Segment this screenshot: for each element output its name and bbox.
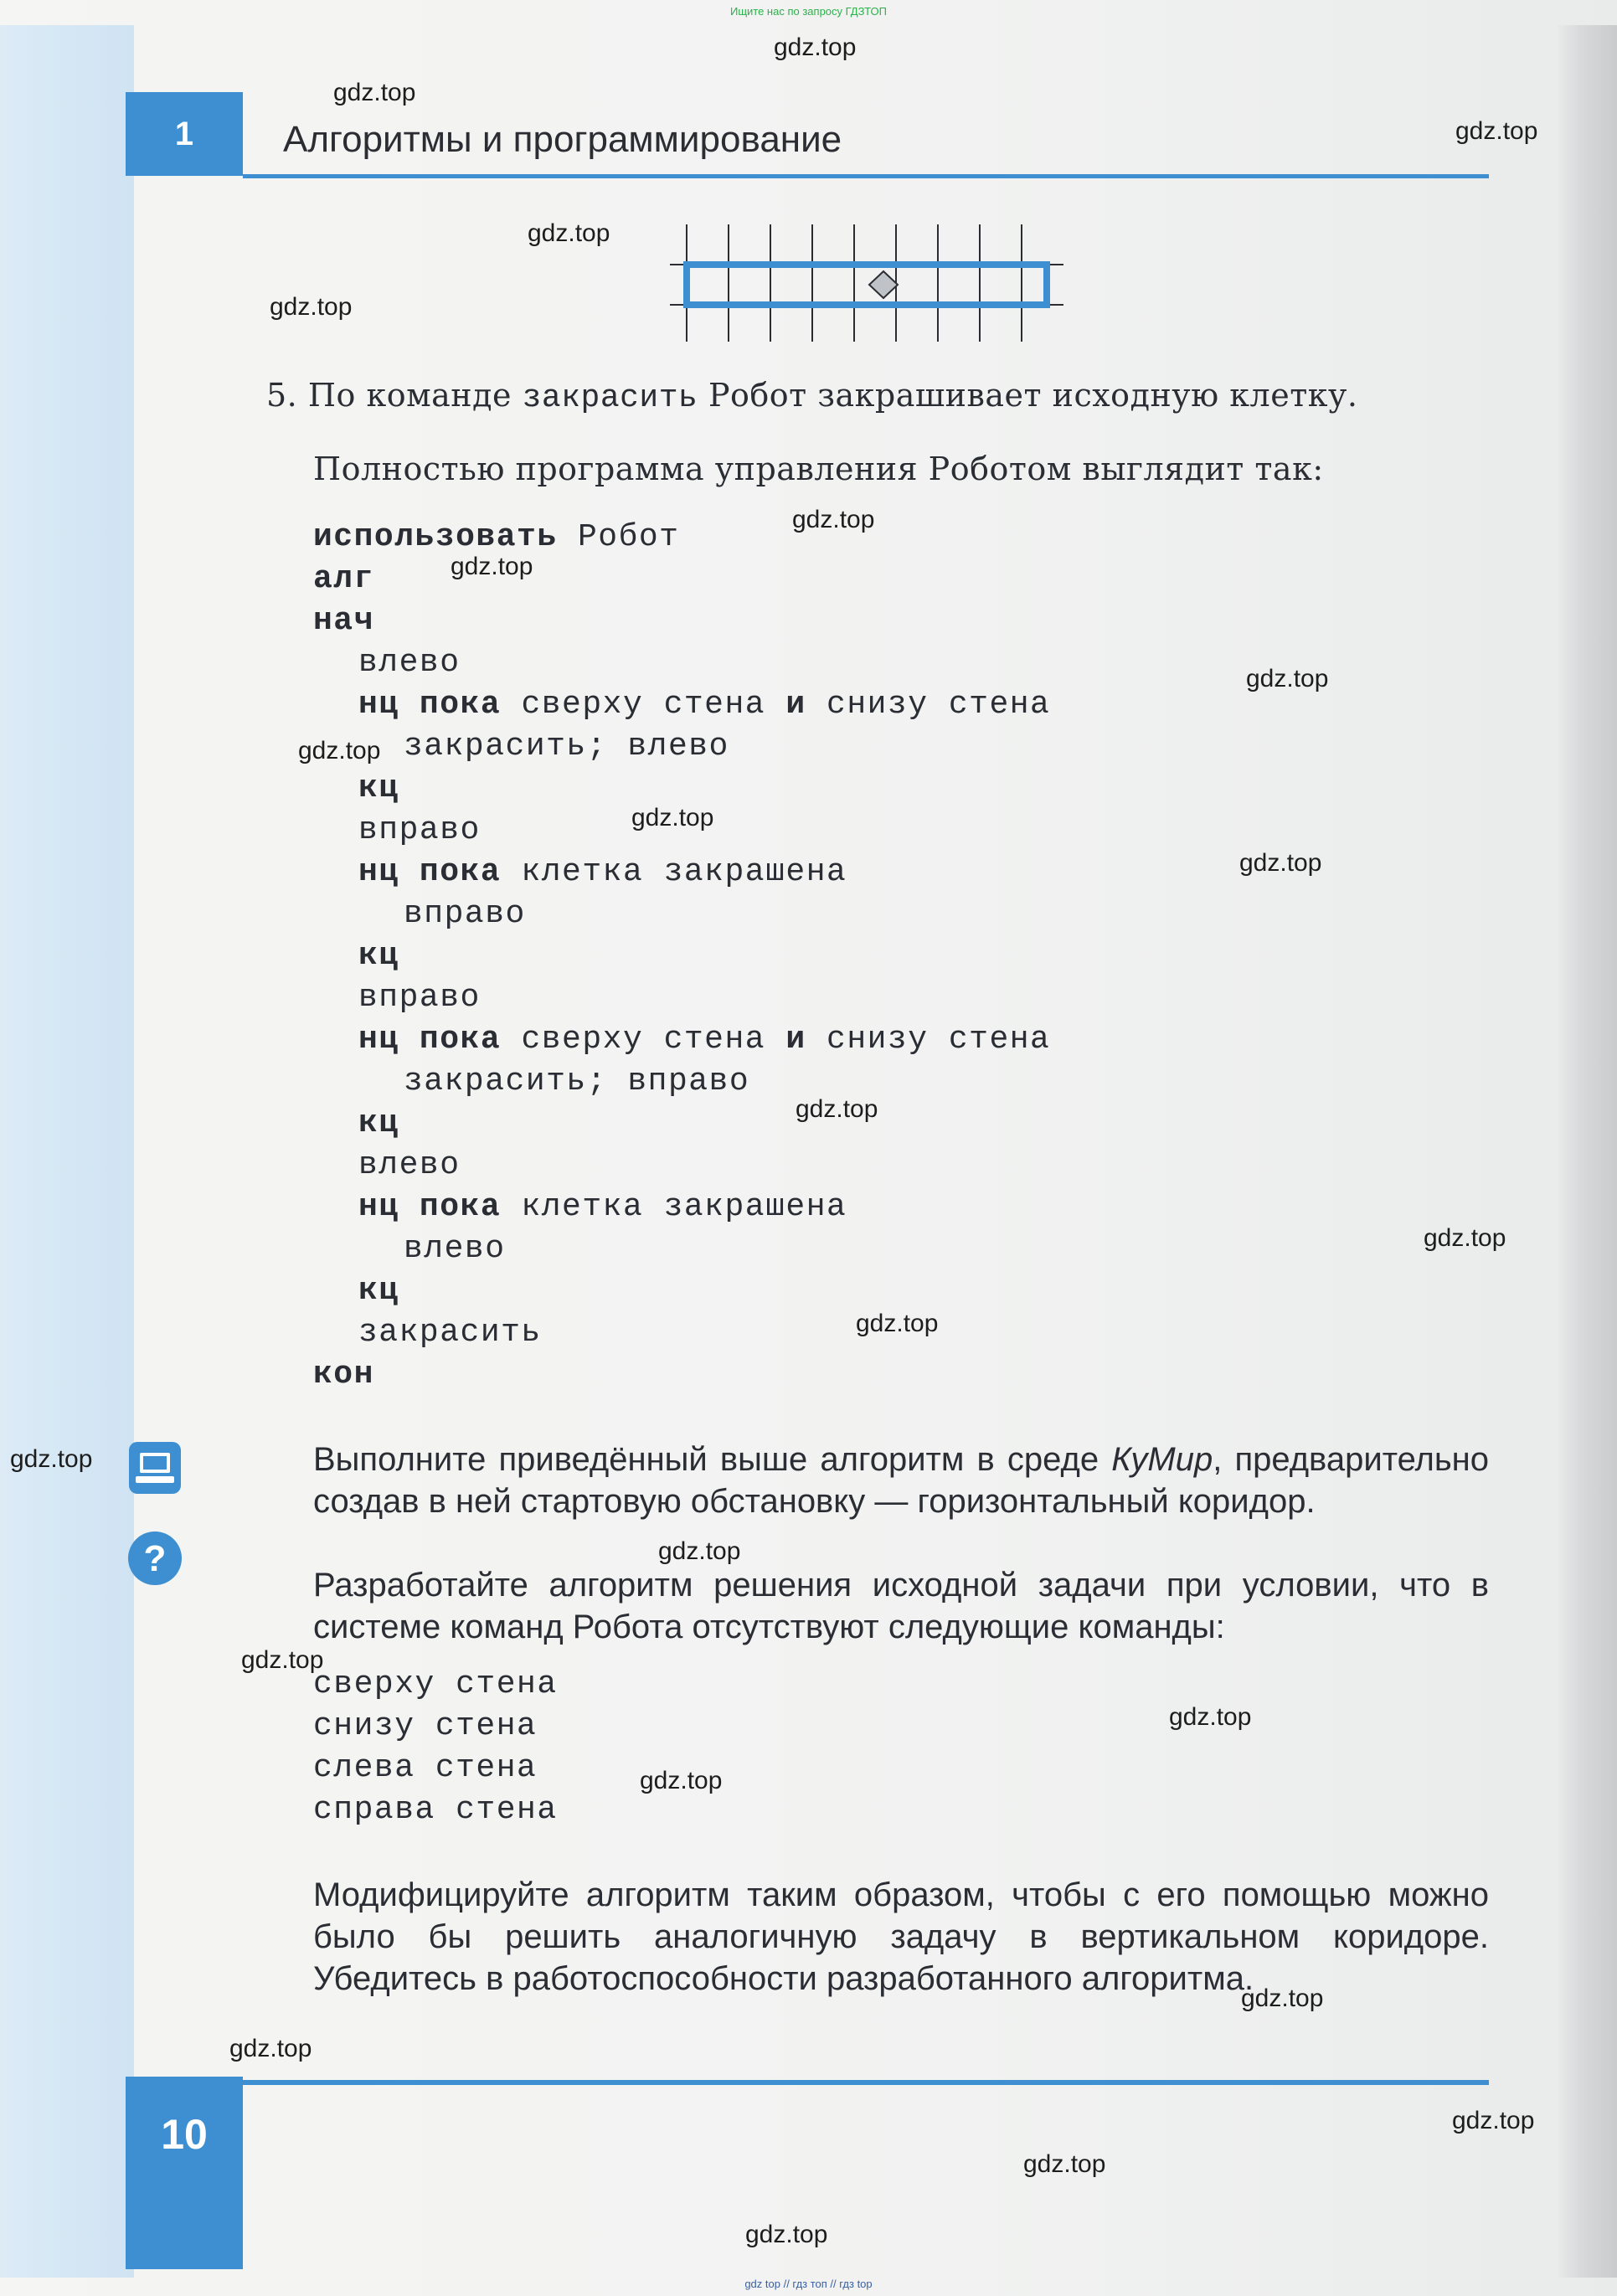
- bottom-wall: [687, 301, 1047, 308]
- top-wall: [687, 261, 1047, 268]
- task-2: Разработайте алгоритм решения исходной задачи при условии, что в системе команд Робота отсутствуют следующие команды:: [313, 1567, 1489, 1645]
- code-line: вправо: [404, 896, 526, 932]
- code-line: влево: [358, 645, 461, 681]
- watermark: gdz.top: [745, 2221, 828, 2248]
- watermark: gdz.top: [10, 1445, 93, 1473]
- code-line: [313, 519, 679, 555]
- program-intro: Полностью программа управления Роботом выглядит так:: [313, 450, 1324, 487]
- footer-rule: [243, 2080, 1489, 2085]
- chapter-title: Алгоритмы и программирование: [283, 119, 842, 160]
- code-keyword: кц: [358, 1105, 399, 1141]
- watermark: gdz.top: [796, 1095, 878, 1123]
- code-line: [313, 561, 374, 597]
- code-line: [358, 770, 399, 806]
- corridor-figure: [662, 224, 1072, 342]
- code-keyword: и: [785, 1022, 806, 1058]
- chapter-number-tab: [126, 92, 243, 176]
- watermark: gdz.top: [241, 1646, 324, 1674]
- code-keyword: кон: [313, 1356, 374, 1393]
- watermark: gdz.top: [774, 33, 857, 61]
- code-keyword: кц: [358, 938, 399, 974]
- text-fragment: клетка закрашена: [501, 1189, 847, 1225]
- list-item: слева стена: [313, 1750, 538, 1786]
- code-line: вправо: [358, 812, 481, 848]
- code-keyword: нач: [313, 603, 374, 639]
- task-1: [313, 1439, 1489, 1522]
- watermark: gdz.top: [1169, 1703, 1252, 1731]
- right-end: [1043, 261, 1050, 308]
- code-line: [358, 1273, 399, 1309]
- watermark: gdz.top: [640, 1767, 723, 1794]
- code-line: [358, 854, 847, 890]
- code-keyword: и: [785, 687, 806, 723]
- watermark: gdz.top: [1452, 2107, 1535, 2134]
- robot-marker: [869, 271, 898, 298]
- watermark: gdz.top: [229, 2035, 312, 2062]
- bottom-note: gdz top // гдз топ // гдз top: [744, 2278, 873, 2290]
- question-icon: [126, 1529, 184, 1588]
- watermark: gdz.top: [451, 553, 533, 580]
- header-rule: [243, 174, 1489, 178]
- watermark: gdz.top: [631, 804, 714, 831]
- watermark: gdz.top: [1455, 117, 1538, 145]
- list-item: сверху стена: [313, 1666, 558, 1702]
- code-line: вправо: [358, 980, 481, 1016]
- code-line: влево: [358, 1147, 461, 1183]
- list-item: справа стена: [313, 1792, 558, 1828]
- code-keyword: нц пока: [358, 854, 502, 890]
- watermark: gdz.top: [1239, 849, 1322, 877]
- watermark: gdz.top: [658, 1537, 741, 1565]
- code-line: закрасить: [358, 1315, 542, 1351]
- svg-text:?: ?: [143, 1538, 167, 1579]
- watermark: gdz.top: [792, 506, 875, 533]
- text-fragment: снизу стена: [806, 1022, 1051, 1058]
- code-line: [358, 1022, 1050, 1058]
- code-line: закрасить; влево: [404, 728, 729, 764]
- text-fragment: , предварительно создав в ней стартовую обстановку — горизонтальный коридор.: [313, 1441, 1490, 1520]
- code-keyword: нц пока: [358, 687, 502, 723]
- code-keyword: нц пока: [358, 1022, 502, 1058]
- code-line: [313, 603, 374, 639]
- watermark: gdz.top: [1246, 665, 1329, 692]
- chapter-number: 1: [174, 115, 194, 152]
- code-line: закрасить; вправо: [404, 1063, 750, 1099]
- code-keyword: использовать: [313, 519, 558, 555]
- page-fold-shadow: [1558, 25, 1617, 2278]
- page-number-tab: [126, 2077, 243, 2269]
- code-line: [358, 687, 1050, 723]
- code-keyword: кц: [358, 770, 399, 806]
- watermark: gdz.top: [270, 293, 353, 321]
- text-fragment: сверху стена: [501, 1022, 786, 1058]
- text-fragment: сверху стена: [501, 687, 786, 723]
- text-fragment: Выполните приведённый выше алгоритм в среде: [313, 1441, 1112, 1478]
- code-keyword: алг: [313, 561, 374, 597]
- list-item: снизу стена: [313, 1708, 538, 1744]
- watermark: gdz.top: [1241, 1985, 1324, 2012]
- computer-icon: [126, 1439, 184, 1497]
- text-fragment: Робот: [557, 519, 680, 555]
- code-line: [313, 1356, 374, 1393]
- left-margin-strip: [0, 25, 134, 2278]
- code-keyword: кц: [358, 1273, 399, 1309]
- watermark: gdz.top: [528, 219, 610, 247]
- code-line: [358, 1189, 847, 1225]
- code-line: [358, 1105, 399, 1141]
- code-line: влево: [404, 1231, 506, 1267]
- task-3: Модифицируйте алгоритм таким образом, чтобы с его помощью можно было бы решить аналогичную задачу в вертикальном коридоре. Убедитесь в работоспособности разработанного алгоритма.: [313, 1876, 1489, 1997]
- text-fragment: клетка закрашена: [501, 854, 847, 890]
- code-keyword: нц пока: [358, 1189, 502, 1225]
- text-fragment: снизу стена: [806, 687, 1051, 723]
- watermark: gdz.top: [333, 79, 416, 106]
- left-end: [683, 261, 690, 308]
- step-5-line: 5. По команде закрасить Робот закрашивает исходную клетку.: [266, 377, 1358, 416]
- watermark: gdz.top: [1023, 2150, 1106, 2178]
- watermark: gdz.top: [1424, 1224, 1506, 1252]
- text-fragment: КуМир: [1111, 1441, 1213, 1478]
- top-note: Ищите нас по запросу ГДЗТОП: [729, 5, 887, 18]
- code-line: [358, 938, 399, 974]
- watermark: gdz.top: [298, 737, 381, 764]
- watermark: gdz.top: [856, 1310, 939, 1337]
- page-number: 10: [161, 2111, 208, 2158]
